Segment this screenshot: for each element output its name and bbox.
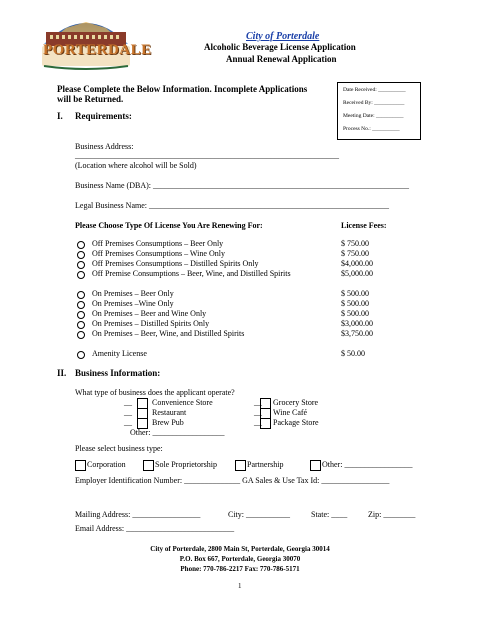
email-field[interactable]: Email Address: ___________________________ [75, 524, 235, 533]
location-note: (Location where alcohol will be Sold) [75, 161, 197, 170]
page-number: 1 [238, 582, 242, 590]
fees-header: License Fees: [341, 221, 387, 230]
license-label: On Premises – Distilled Spirits Only [92, 319, 210, 328]
logo-graphic-icon [36, 8, 136, 70]
license-label: On Premises –Wine Only [92, 299, 174, 308]
license-fee: $ 750.00 [341, 239, 369, 248]
license-fee: $3,750.00 [341, 329, 373, 338]
checkbox-blank: __ [124, 418, 132, 427]
license-fee: $ 500.00 [341, 289, 369, 298]
radio-on-2[interactable] [77, 301, 85, 309]
checkbox-package[interactable] [260, 418, 271, 429]
select-type-label: Please select business type: [75, 444, 163, 453]
business-address-label: Business Address: [75, 142, 134, 151]
checkbox-sole-proprietorship[interactable] [143, 460, 154, 471]
section-1-number: I. [57, 111, 63, 121]
business-type-label: Package Store [273, 418, 319, 427]
entity-type-label: Corporation [87, 460, 126, 469]
zip-field[interactable]: Zip: ________ [368, 510, 416, 519]
radio-amenity[interactable] [77, 351, 85, 359]
legal-name-field[interactable]: Legal Business Name: ____________________________________________________________ [75, 201, 389, 210]
license-label: Off Premises Consumptions – Distilled Spirits Only [92, 259, 259, 268]
checkbox-blank: __ [254, 408, 262, 417]
radio-on-1[interactable] [77, 291, 85, 299]
process-no-field[interactable]: Process No.: __________ [343, 126, 400, 132]
intro-text: Please Complete the Below Information. Incomplete Applications [57, 84, 308, 94]
checkbox-blank: __ [124, 408, 132, 417]
form-subtitle: Annual Renewal Application [226, 54, 337, 64]
business-type-label: Wine Café [273, 408, 308, 417]
business-question: What type of business does the applicant operate? [75, 388, 235, 397]
footer-po-box: P.O. Box 667, Porterdale, Georgia 30070 [179, 555, 301, 563]
checkbox-blank: __ [124, 398, 132, 407]
license-label: On Premises – Beer and Wine Only [92, 309, 207, 318]
footer-phone: Phone: 770-786-2217 Fax: 770-786-5171 [180, 565, 300, 573]
license-label: Off Premises Consumptions – Beer Only [92, 239, 224, 248]
other-business-field[interactable]: Other: __________________ [130, 428, 225, 437]
dba-field[interactable]: Business Name (DBA): ________________________________________________________________ [75, 181, 409, 190]
license-label: On Premises – Beer Only [92, 289, 174, 298]
received-by-field[interactable]: Received By: ___________ [343, 100, 405, 106]
city-field[interactable]: City: ___________ [228, 510, 291, 519]
entity-type-label: Partnership [247, 460, 284, 469]
license-fee: $ 500.00 [341, 299, 369, 308]
checkbox-blank: __ [254, 398, 262, 407]
license-label: Off Premise Consumptions – Beer, Wine, and Distilled Spirits [92, 269, 291, 278]
license-fee: $ 500.00 [341, 309, 369, 318]
entity-type-label[interactable]: Other: _________________ [322, 460, 413, 469]
intro-text-2: will be Returned. [57, 94, 124, 104]
radio-off-4[interactable] [77, 271, 85, 279]
section-1-title: Requirements: [75, 111, 132, 121]
license-fee: $4,000.00 [341, 259, 373, 268]
mailing-address-field[interactable]: Mailing Address: _________________ [75, 510, 201, 519]
license-fee: $ 750.00 [341, 249, 369, 258]
meeting-date-field[interactable]: Meeting Date: __________ [343, 113, 404, 119]
form-title: Alcoholic Beverage License Application [204, 42, 356, 52]
section-2-title: Business Information: [75, 368, 161, 378]
amenity-label: Amenity License [92, 349, 147, 358]
business-type-label: Restaurant [152, 408, 187, 417]
logo [36, 8, 152, 70]
radio-off-2[interactable] [77, 251, 85, 259]
radio-off-3[interactable] [77, 261, 85, 269]
checkbox-other-entity[interactable] [310, 460, 321, 471]
radio-on-3[interactable] [77, 311, 85, 319]
business-type-label: Brew Pub [152, 418, 184, 427]
logo-text: PORTERDALE [43, 42, 152, 58]
amenity-fee: $ 50.00 [341, 349, 365, 358]
date-received-field[interactable]: Date Received: __________ [343, 87, 406, 93]
checkbox-blank: __ [254, 418, 262, 427]
footer-address: City of Porterdale, 2800 Main St, Porterdale, Georgia 30014 [150, 545, 330, 553]
footer [0, 545, 480, 573]
business-address-field[interactable]: __________________________________________________________________ [75, 151, 339, 160]
radio-on-4[interactable] [77, 321, 85, 329]
license-header: Please Choose Type Of License You Are Renewing For: [75, 221, 263, 230]
radio-on-5[interactable] [77, 331, 85, 339]
state-field[interactable]: State: ____ [311, 510, 348, 519]
radio-off-1[interactable] [77, 241, 85, 249]
business-type-label: Convenience Store [152, 398, 213, 407]
license-label: Off Premises Consumptions – Wine Only [92, 249, 225, 258]
license-label: On Premises – Beer, Wine, and Distilled Spirits [92, 329, 245, 338]
checkbox-partnership[interactable] [235, 460, 246, 471]
section-2-number: II. [57, 368, 67, 378]
license-fee: $3,000.00 [341, 319, 373, 328]
entity-type-label: Sole Proprietorship [155, 460, 217, 469]
license-fee: $5,000.00 [341, 269, 373, 278]
checkbox-corporation[interactable] [75, 460, 86, 471]
city-title: City of Porterdale [246, 31, 320, 42]
business-type-label: Grocery Store [273, 398, 319, 407]
ein-tax-id-field[interactable]: Employer Identification Number: ______________ GA Sales & Use Tax Id: _________________ [75, 476, 390, 485]
